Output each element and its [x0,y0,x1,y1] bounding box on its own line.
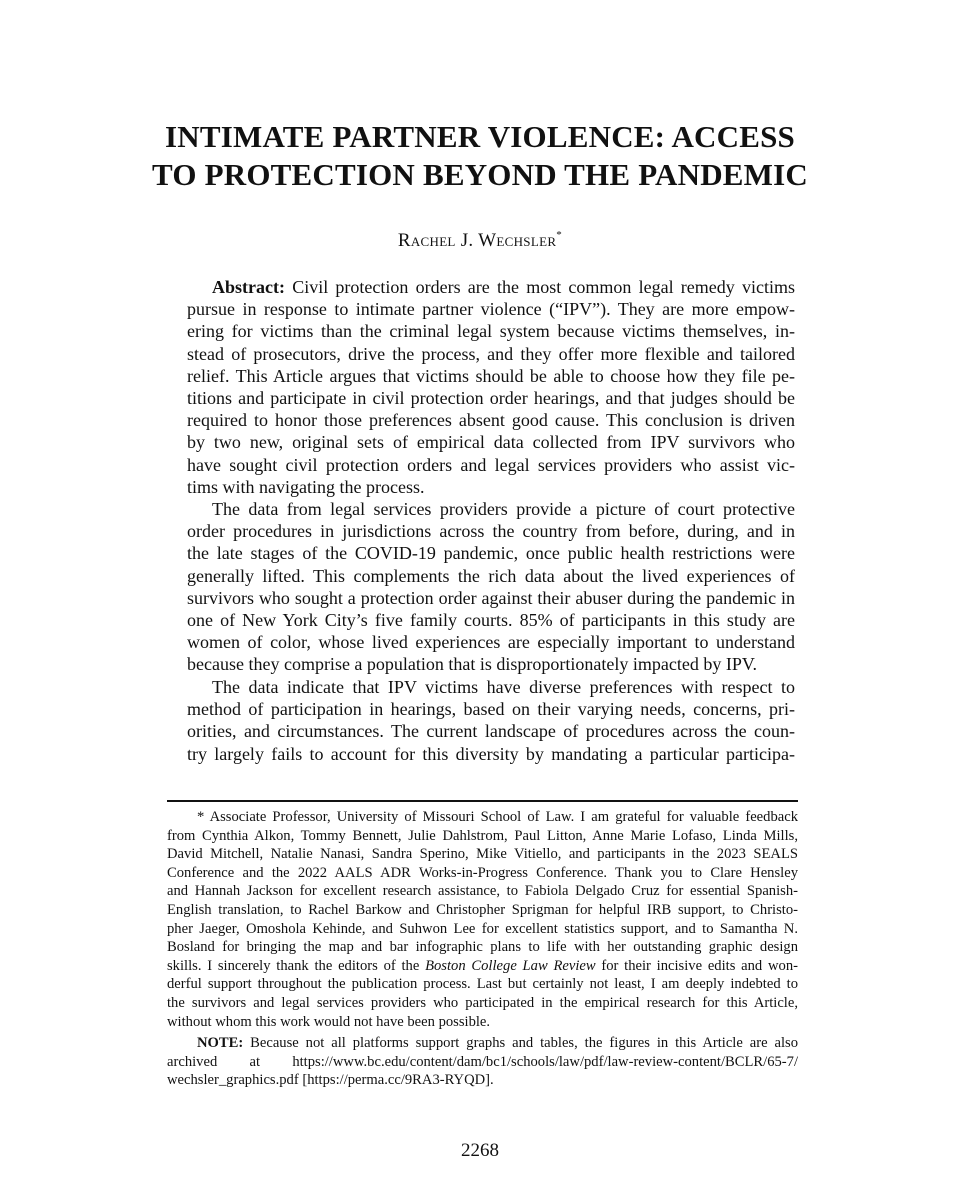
abstract-line: tims with navigating the process. [187,476,425,497]
note-link[interactable]: wechsler_graphics.pdf [https://perma.cc/9RA3-RYQD]. [167,1072,494,1089]
abstract-line: generally lifted. This complements the rich data about the lived experiences of [187,565,795,586]
footnote-author [167,808,798,1031]
abstract-line: relief. This Article argues that victims should be able to choose how they file pe- [187,365,795,386]
author-byline [0,229,960,252]
note-link[interactable]: archived at https://www.bc.edu/content/dam/bc1/schools/law/pdf/law-review-content/BCLR/65-7/ [167,1053,798,1070]
abstract-text: Civil protection orders are the most common legal remedy victims [284,277,795,297]
abstract-line: because they comprise a population that is disproportionately impacted by IPV. [187,654,758,675]
footnote-line: English translation, to Rachel Barkow and Christopher Sprigman for helpful IRB support, to Christo- [167,901,798,918]
abstract-label: Abstract: [212,277,285,297]
abstract-line: order procedures in jurisdictions across the country from before, during, and in [187,521,795,542]
footnote-line: and Hannah Jackson for excellent research assistance, to Fabiola Delgado Cruz for essential Spanish- [167,883,798,900]
abstract-paragraph-3 [187,676,795,765]
abstract-line: have sought civil protection orders and legal services providers who assist vic- [187,454,795,475]
abstract-line: women of color, whose lived experiences are especially important to understand [187,632,795,653]
abstract-paragraph-2 [187,498,795,676]
abstract-line: try largely fails to account for this diversity by mandating a particular participa- [187,743,795,764]
page-number: 2268 [461,1140,499,1161]
abstract-paragraph-1 [187,276,795,498]
footnote-line: Conference and the 2022 AALS ADR Works-in-Progress Conference. Thank you to Clare Hensley [167,864,798,881]
footnote-line: * Associate Professor, University of Missouri School of Law. I am grateful for valuable feedback [197,809,798,825]
abstract-line: one of New York City’s five family courts. 85% of participants in this study are [187,609,795,630]
abstract-line: pursue in response to intimate partner violence (“IPV”). They are more empow- [187,299,795,320]
journal-title: Boston College Law Review [425,957,596,974]
footnote-line: David Mitchell, Natalie Nanasi, Sandra Sperino, Mike Vitiello, and participants in the 2023 SEALS [167,846,798,863]
note-text: Because not all platforms support graphs and tables, the figures in this Article are also [243,1035,798,1051]
footnote-note [167,1034,798,1090]
author-footnote-marker[interactable]: * [556,229,563,241]
footnote-text: for their incisive edits and won- [595,957,798,974]
abstract-line: ering for victims than the criminal legal system because victims themselves, in- [187,321,795,342]
abstract-line: method of participation in hearings, based on their varying needs, concerns, pri- [187,699,795,720]
abstract-line: by two new, original sets of empirical data collected from IPV survivors who [187,432,795,453]
title-line-1: INTIMATE PARTNER VIOLENCE: ACCESS [165,119,795,154]
abstract-line: survivors who sought a protection order against their abuser during the pandemic in [187,587,795,608]
footnote-line: pher Jaeger, Omoshola Kehinde, and Suhwon Lee for excellent statistics support, and to Samantha N. [167,920,798,937]
abstract-line: The data from legal services providers provide a picture of court protective [212,499,795,519]
footnote-line: the survivors and legal services providers who participated in the empirical research for this Article, [167,994,798,1011]
author-name: Rachel J. Wechsler [397,230,557,251]
footnote-line: derful support throughout the publication process. Last but certainly not least, I am deeply indebted to [167,976,798,993]
abstract-line: the late stages of the COVID-19 pandemic, once public health restrictions were [187,543,795,564]
footnote-text: skills. I sincerely thank the editors of the [167,957,426,974]
footnote-line: without whom this work would not have been possible. [167,1013,491,1030]
article-title [0,118,960,194]
abstract-line: stead of prosecutors, drive the process, and they offer more flexible and tailored [187,343,795,364]
note-label: NOTE: [197,1035,244,1051]
abstract-line: required to honor those preferences absent good cause. This conclusion is driven [187,410,795,431]
footnote-divider [167,800,798,802]
abstract-line: titions and participate in civil protection order hearings, and that judges should be [187,387,795,408]
footnote-line: Bosland for bringing the map and bar infographic plans to life with her outstanding graphic design [167,939,798,956]
abstract-line: orities, and circumstances. The current landscape of procedures across the coun- [187,721,795,742]
title-line-2: TO PROTECTION BEYOND THE PANDEMIC [152,157,808,192]
abstract-line: The data indicate that IPV victims have diverse preferences with respect to [212,677,795,697]
footnote-line: from Cynthia Alkon, Tommy Bennett, Julie Dahlstrom, Paul Litton, Anne Marie Lofaso, Linda Mills, [167,827,798,844]
